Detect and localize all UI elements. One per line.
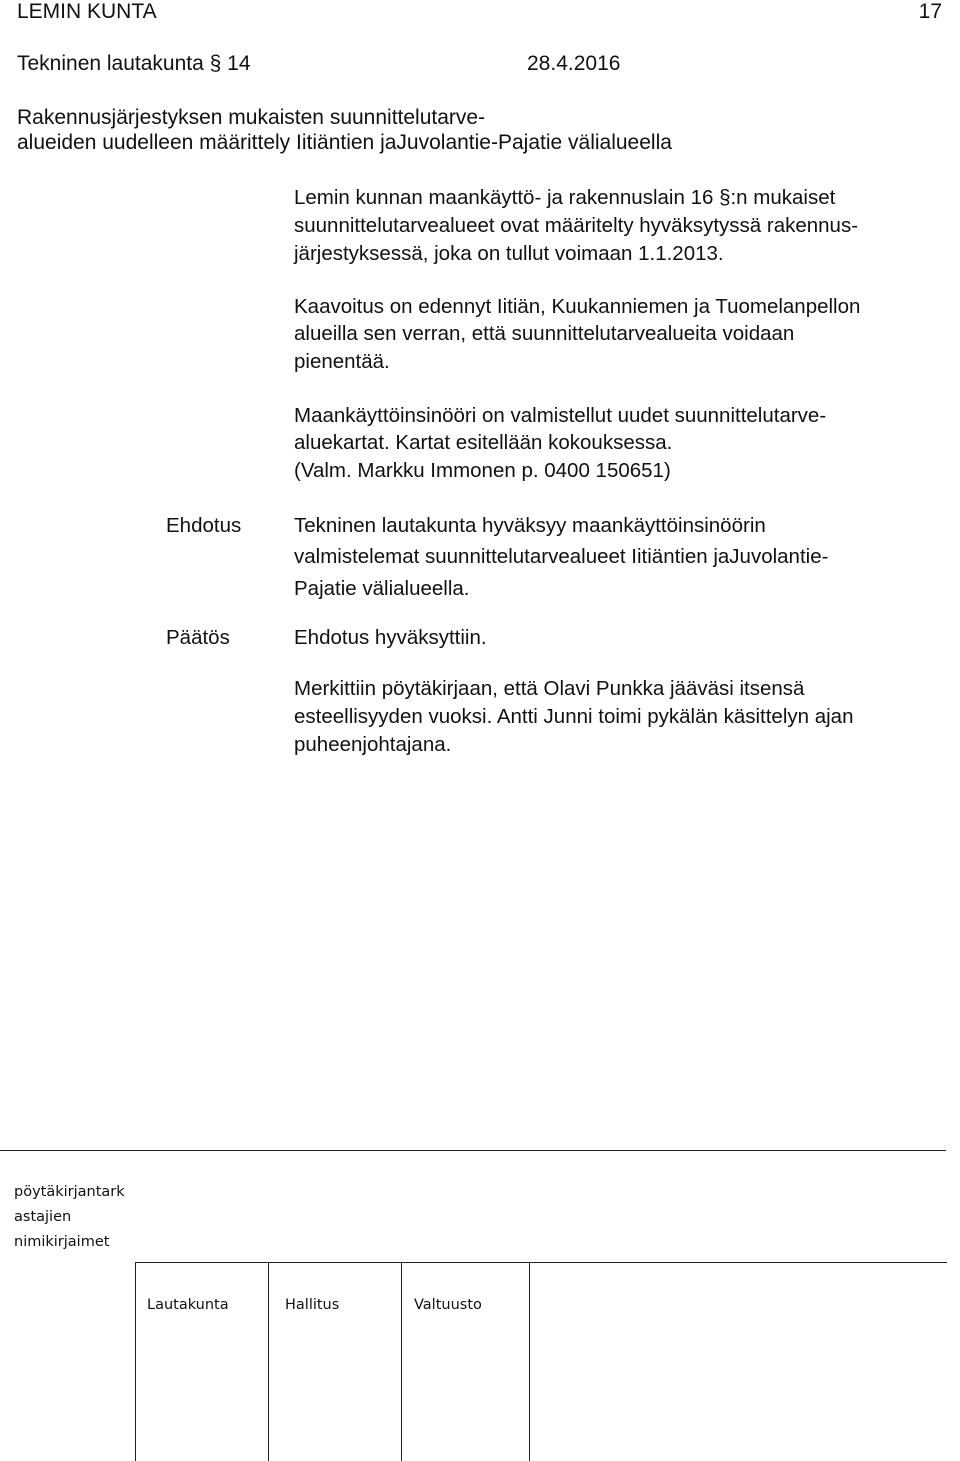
- signature-column-valtuusto: Valtuusto: [414, 1297, 482, 1313]
- signature-column-lautakunta: Lautakunta: [147, 1297, 229, 1313]
- paragraph-2-line-3: pienentää.: [294, 350, 390, 373]
- signature-table-divider: [135, 1262, 136, 1461]
- section-title-line-2: alueiden uudelleen määrittely Iitiäntien jaJuvolantie-Pajatie välialueella: [17, 131, 672, 154]
- paragraph-1-line-2: suunnittelutarvealueet ovat määritelty hyväksytyssä rakennus-: [294, 214, 859, 237]
- page-number: 17: [918, 0, 942, 23]
- signature-label-line-2: astajien: [14, 1209, 72, 1225]
- proposal-line-2: valmistelemat suunnittelutarvealueet Iitiäntien jaJuvolantie-: [294, 545, 829, 568]
- signature-table-divider: [529, 1262, 530, 1461]
- proposal-label: Ehdotus: [166, 514, 242, 537]
- signature-table-top-border: [135, 1262, 947, 1263]
- paragraph-3-line-3: (Valm. Markku Immonen p. 0400 150651): [294, 459, 671, 482]
- decision-note-line-3: puheenjohtajana.: [294, 733, 452, 756]
- paragraph-1-line-1: Lemin kunnan maankäyttö- ja rakennuslain 16 §:n mukaiset: [294, 186, 836, 209]
- proposal-line-3: Pajatie välialueella.: [294, 577, 470, 600]
- paragraph-3-line-1: Maankäyttöinsinööri on valmistellut uudet suunnittelutarve-: [294, 404, 827, 427]
- decision-note-line-2: esteellisyyden vuoksi. Antti Junni toimi pykälän käsittelyn ajan: [294, 705, 854, 728]
- meeting-date: 28.4.2016: [527, 52, 621, 75]
- signature-table-divider: [268, 1262, 269, 1461]
- proposal-line-1: Tekninen lautakunta hyväksyy maankäyttöinsinöörin: [294, 514, 766, 537]
- decision-label: Päätös: [166, 626, 230, 649]
- decision-text: Ehdotus hyväksyttiin.: [294, 626, 487, 649]
- signature-label-line-3: nimikirjaimet: [14, 1234, 110, 1250]
- paragraph-2-line-1: Kaavoitus on edennyt Iitiän, Kuukanniemen ja Tuomelanpellon: [294, 295, 861, 318]
- paragraph-3-line-2: aluekartat. Kartat esitellään kokouksessa.: [294, 431, 673, 454]
- committee-section: Tekninen lautakunta § 14: [17, 52, 251, 75]
- decision-note-line-1: Merkittiin pöytäkirjaan, että Olavi Punkka jääväsi itsensä: [294, 677, 805, 700]
- municipality-name: LEMIN KUNTA: [17, 0, 157, 23]
- paragraph-1-line-3: järjestyksessä, joka on tullut voimaan 1.1.2013.: [294, 242, 724, 265]
- section-title-line-1: Rakennusjärjestyksen mukaisten suunnittelutarve-: [17, 106, 486, 129]
- footer-divider: [0, 1150, 946, 1151]
- signature-label-line-1: pöytäkirjantark: [14, 1184, 125, 1200]
- paragraph-2-line-2: alueilla sen verran, että suunnittelutarvealueita voidaan: [294, 322, 795, 345]
- signature-table-divider: [401, 1262, 402, 1461]
- signature-column-hallitus: Hallitus: [285, 1297, 340, 1313]
